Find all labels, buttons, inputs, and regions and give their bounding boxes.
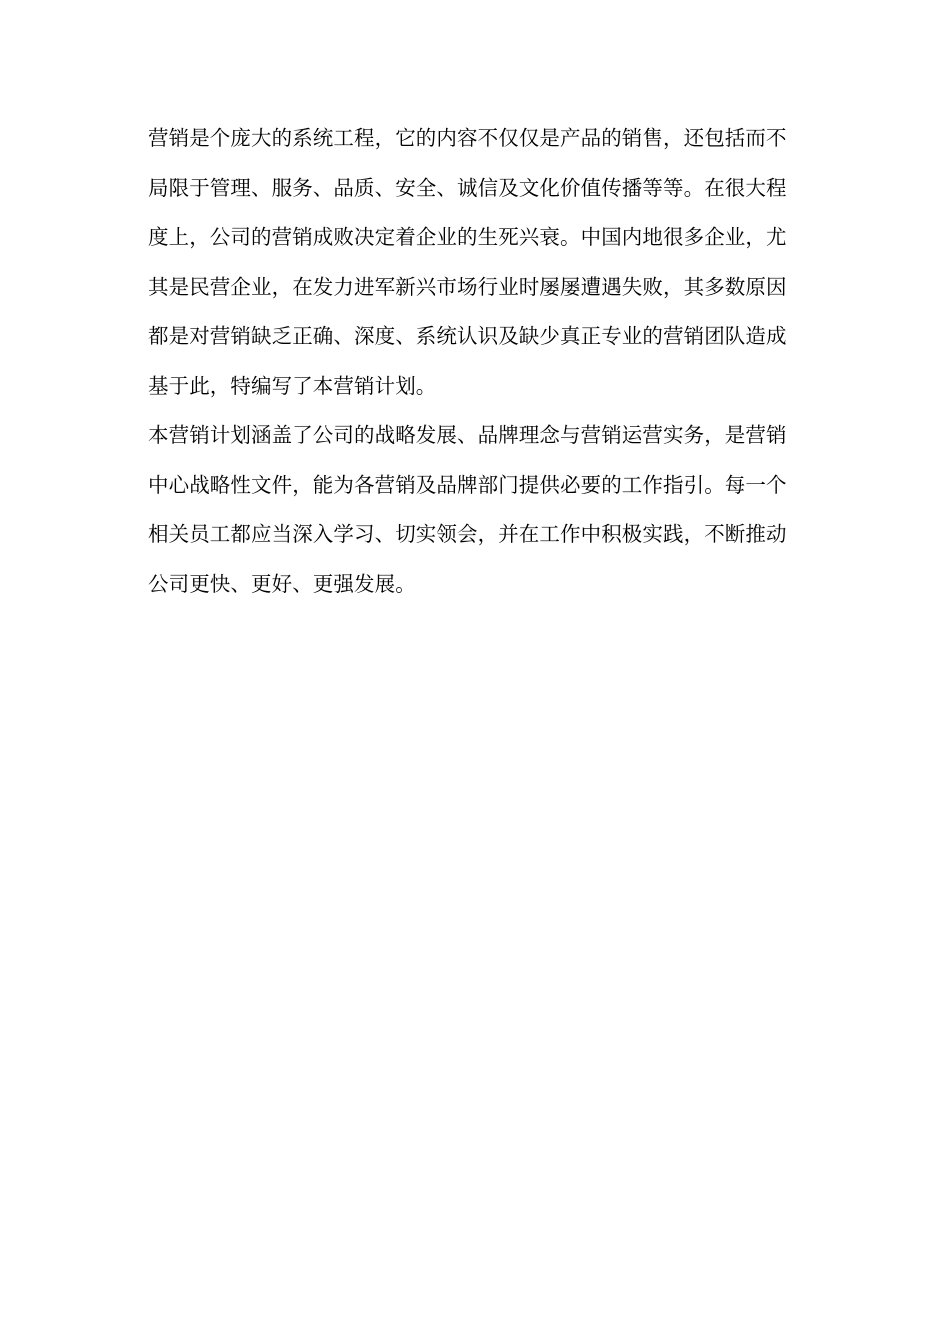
paragraph-scope	[148, 411, 808, 609]
text-line: 都是对营销缺乏正确、深度、系统认识及缺少真正专业的营销团队造成	[148, 324, 787, 348]
text-line: 度上，公司的营销成败决定着企业的生死兴衰。中国内地很多企业，尤	[148, 225, 787, 249]
text-line: 基于此，特编写了本营销计划。	[148, 373, 437, 398]
text-line: 本营销计划涵盖了公司的战略发展、品牌理念与营销运营实务，是营销	[148, 423, 787, 447]
text-line: 其是民营企业，在发力进军新兴市场行业时屡屡遭遇失败，其多数原因	[148, 274, 787, 299]
text-line: 相关员工都应当深入学习、切实领会，并在工作中积极实践，不断推动	[148, 522, 787, 546]
document-body	[148, 114, 808, 609]
text-line: 营销是个庞大的系统工程，它的内容不仅仅是产品的销售，还包括而不	[148, 126, 787, 150]
text-line: 中心战略性文件，能为各营销及品牌部门提供必要的工作指引。每一个	[148, 472, 787, 497]
paragraph-intro	[148, 114, 808, 411]
text-line: 局限于管理、服务、品质、安全、诚信及文化价值传播等等。在很大程	[148, 175, 787, 200]
text-line: 公司更快、更好、更强发展。	[148, 571, 416, 596]
